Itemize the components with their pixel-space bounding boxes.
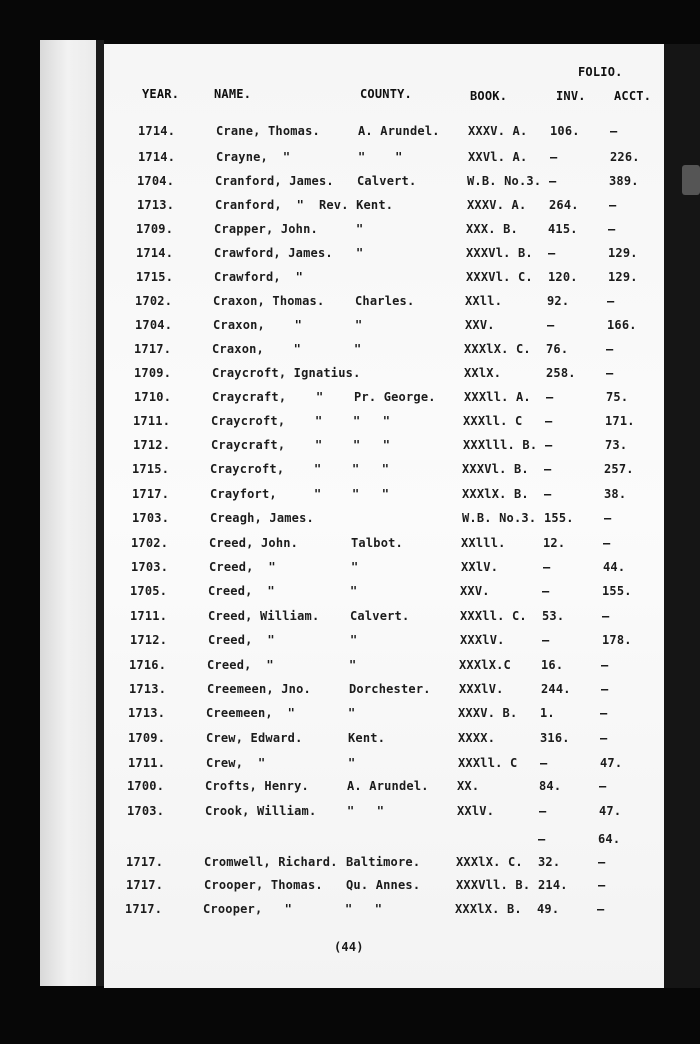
- year-cell: 1705.: [130, 584, 168, 598]
- year-cell: 1712.: [130, 633, 168, 647]
- inv-cell: —: [543, 560, 551, 574]
- year-cell: 1703.: [127, 804, 165, 818]
- inv-cell: —: [539, 804, 547, 818]
- name-cell: Crayfort, ": [210, 487, 322, 501]
- left-page-edge: [40, 40, 102, 986]
- county-cell: " ": [358, 150, 403, 164]
- name-cell: Craycroft, ": [211, 414, 323, 428]
- acct-cell: —: [601, 682, 609, 696]
- inv-cell: 49.: [537, 902, 560, 916]
- name-cell: Crooper, Thomas.: [204, 878, 323, 892]
- name-cell: Craycroft, Ignatius.: [212, 366, 361, 380]
- year-cell: 1716.: [129, 658, 167, 672]
- book-cell: XXXll. C: [458, 756, 518, 770]
- acct-cell: —: [606, 342, 614, 356]
- name-header: NAME.: [214, 87, 252, 101]
- name-cell: Crapper, John.: [214, 222, 318, 236]
- year-cell: 1713.: [129, 682, 167, 696]
- year-cell: 1714.: [138, 150, 176, 164]
- acct-cell: —: [597, 902, 605, 916]
- acct-cell: 44.: [603, 560, 626, 574]
- name-cell: Creemeen, Jno.: [207, 682, 311, 696]
- acct-cell: 64.: [598, 832, 621, 846]
- name-cell: Craxon, ": [213, 318, 303, 332]
- book-cell: XXX. B.: [466, 222, 518, 236]
- county-cell: Kent.: [348, 731, 386, 745]
- county-cell: Calvert.: [357, 174, 417, 188]
- inv-cell: 264.: [549, 198, 579, 212]
- acct-cell: 129.: [608, 270, 638, 284]
- book-cell: XXVl. A.: [468, 150, 528, 164]
- name-cell: Creed, ": [207, 658, 274, 672]
- name-cell: Craycraft, ": [211, 438, 323, 452]
- acct-cell: 38.: [604, 487, 627, 501]
- name-cell: Craxon, Thomas.: [213, 294, 325, 308]
- folio-header: FOLIO.: [578, 65, 623, 79]
- inv-cell: 53.: [542, 609, 565, 623]
- name-cell: Craxon, ": [212, 342, 302, 356]
- inv-cell: 32.: [538, 855, 561, 869]
- inv-cell: —: [540, 756, 548, 770]
- name-cell: Crew, Edward.: [206, 731, 303, 745]
- acct-cell: 47.: [600, 756, 623, 770]
- book-cell: XXlX.: [464, 366, 502, 380]
- year-cell: 1700.: [127, 779, 165, 793]
- inv-cell: —: [542, 633, 550, 647]
- county-cell: ": [356, 246, 364, 260]
- name-cell: Craycroft, ": [210, 462, 322, 476]
- county-cell: ": [348, 706, 356, 720]
- book-cell: XXXlV.: [459, 682, 504, 696]
- book-cell: XXXlll. B.: [463, 438, 538, 452]
- county-cell: Qu. Annes.: [346, 878, 421, 892]
- inv-cell: 1.: [540, 706, 555, 720]
- name-cell: Crayne, ": [216, 150, 291, 164]
- inv-cell: 76.: [546, 342, 569, 356]
- county-cell: A. Arundel.: [358, 124, 440, 138]
- year-cell: 1711.: [133, 414, 171, 428]
- book-header: BOOK.: [470, 89, 508, 103]
- book-cell: XXV.: [460, 584, 490, 598]
- book-cell: XXXlX. C.: [464, 342, 531, 356]
- name-cell: Cromwell, Richard.: [204, 855, 338, 869]
- book-cell: XXXV. A.: [468, 124, 528, 138]
- county-cell: ": [351, 560, 359, 574]
- acct-cell: —: [600, 731, 608, 745]
- book-cell: XXXV. B.: [458, 706, 518, 720]
- book-cell: XXXlX. C.: [456, 855, 523, 869]
- acct-cell: 47.: [599, 804, 622, 818]
- name-cell: Cranford, " Rev. Kent.: [215, 198, 394, 212]
- inv-cell: 16.: [541, 658, 564, 672]
- acct-cell: 129.: [608, 246, 638, 260]
- year-cell: 1715.: [132, 462, 170, 476]
- book-cell: XXll.: [465, 294, 503, 308]
- inv-cell: —: [546, 390, 554, 404]
- year-header: YEAR.: [142, 87, 180, 101]
- inv-cell: —: [548, 246, 556, 260]
- name-cell: Creemeen, ": [206, 706, 296, 720]
- year-cell: 1717.: [125, 902, 163, 916]
- name-cell: Crofts, Henry.: [205, 779, 309, 793]
- inv-header: INV.: [556, 89, 586, 103]
- binding-shadow: [96, 40, 104, 986]
- year-cell: 1710.: [134, 390, 172, 404]
- book-cell: XXV.: [465, 318, 495, 332]
- county-cell: A. Arundel.: [347, 779, 429, 793]
- inv-cell: —: [544, 487, 552, 501]
- acct-cell: 155.: [602, 584, 632, 598]
- acct-cell: —: [603, 536, 611, 550]
- book-cell: XXlll.: [461, 536, 506, 550]
- inv-cell: —: [547, 318, 555, 332]
- book-cell: XXlV.: [457, 804, 495, 818]
- county-cell: " ": [352, 462, 390, 476]
- county-cell: " ": [345, 902, 383, 916]
- binder-clip: [682, 165, 700, 195]
- year-cell: 1704.: [135, 318, 173, 332]
- acct-cell: —: [601, 658, 609, 672]
- inv-cell: —: [538, 832, 546, 846]
- year-cell: 1702.: [131, 536, 169, 550]
- inv-cell: 120.: [548, 270, 578, 284]
- inv-cell: 415.: [548, 222, 578, 236]
- acct-cell: 73.: [605, 438, 628, 452]
- inv-cell: 12.: [543, 536, 566, 550]
- acct-cell: —: [607, 294, 615, 308]
- name-cell: Creed, John.: [209, 536, 299, 550]
- name-cell: Crane, Thomas.: [216, 124, 320, 138]
- county-cell: Dorchester.: [349, 682, 431, 696]
- book-cell: W.B. No.3.: [462, 511, 537, 525]
- year-cell: 1702.: [135, 294, 173, 308]
- book-cell: XX.: [457, 779, 480, 793]
- name-cell: Cranford, James.: [215, 174, 334, 188]
- book-cell: XXXVll. B.: [456, 878, 531, 892]
- inv-cell: 92.: [547, 294, 570, 308]
- county-cell: ": [350, 584, 358, 598]
- book-cell: XXlV.: [461, 560, 499, 574]
- year-cell: 1717.: [132, 487, 170, 501]
- book-cell: XXXll. C.: [460, 609, 527, 623]
- county-cell: Baltimore.: [346, 855, 421, 869]
- book-cell: XXXlX.C: [459, 658, 511, 672]
- year-cell: 1717.: [126, 855, 164, 869]
- name-cell: Crooper, ": [203, 902, 293, 916]
- year-cell: 1717.: [134, 342, 172, 356]
- year-cell: 1715.: [136, 270, 174, 284]
- acct-cell: —: [610, 124, 618, 138]
- acct-cell: —: [604, 511, 612, 525]
- inv-cell: —: [550, 150, 558, 164]
- acct-cell: —: [606, 366, 614, 380]
- book-cell: XXXVl. C.: [466, 270, 533, 284]
- year-cell: 1709.: [134, 366, 172, 380]
- county-cell: " ": [353, 414, 391, 428]
- inv-cell: 214.: [538, 878, 568, 892]
- year-cell: 1712.: [133, 438, 171, 452]
- county-cell: " ": [352, 487, 390, 501]
- acct-header: ACCT.: [614, 89, 652, 103]
- name-cell: Creed, ": [208, 584, 275, 598]
- acct-cell: —: [599, 779, 607, 793]
- acct-cell: —: [598, 855, 606, 869]
- name-cell: Creed, William.: [208, 609, 320, 623]
- book-cell: XXXX.: [458, 731, 496, 745]
- book-cell: W.B. No.3.: [467, 174, 542, 188]
- year-cell: 1703.: [132, 511, 170, 525]
- name-cell: Crook, William.: [205, 804, 317, 818]
- year-cell: 1709.: [128, 731, 166, 745]
- county-cell: ": [350, 633, 358, 647]
- acct-cell: 171.: [605, 414, 635, 428]
- year-cell: 1709.: [136, 222, 174, 236]
- county-cell: ": [348, 756, 356, 770]
- acct-cell: 166.: [607, 318, 637, 332]
- county-header: COUNTY.: [360, 87, 412, 101]
- year-cell: 1714.: [136, 246, 174, 260]
- acct-cell: 257.: [604, 462, 634, 476]
- acct-cell: —: [600, 706, 608, 720]
- inv-cell: 106.: [550, 124, 580, 138]
- inv-cell: 316.: [540, 731, 570, 745]
- acct-cell: 226.: [610, 150, 640, 164]
- page-number: (44): [334, 940, 364, 954]
- name-cell: Creagh, James.: [210, 511, 314, 525]
- inv-cell: —: [544, 462, 552, 476]
- inv-cell: —: [542, 584, 550, 598]
- year-cell: 1703.: [131, 560, 169, 574]
- acct-cell: 178.: [602, 633, 632, 647]
- name-cell: Crawford, ": [214, 270, 304, 284]
- book-cell: XXXlX. B.: [462, 487, 529, 501]
- name-cell: Crew, ": [206, 756, 266, 770]
- county-cell: " ": [347, 804, 385, 818]
- county-cell: Talbot.: [351, 536, 403, 550]
- inv-cell: —: [549, 174, 557, 188]
- inv-cell: 84.: [539, 779, 562, 793]
- book-cell: XXXlV.: [460, 633, 505, 647]
- inv-cell: 258.: [546, 366, 576, 380]
- county-cell: Pr. George.: [354, 390, 436, 404]
- county-cell: ": [355, 318, 363, 332]
- acct-cell: —: [609, 198, 617, 212]
- acct-cell: 389.: [609, 174, 639, 188]
- county-cell: ": [356, 222, 364, 236]
- year-cell: 1713.: [137, 198, 175, 212]
- year-cell: 1713.: [128, 706, 166, 720]
- acct-cell: —: [602, 609, 610, 623]
- county-cell: " ": [353, 438, 391, 452]
- name-cell: Creed, ": [208, 633, 275, 647]
- acct-cell: 75.: [606, 390, 629, 404]
- county-cell: ": [354, 342, 362, 356]
- year-cell: 1711.: [130, 609, 168, 623]
- book-cell: XXXll. C: [463, 414, 523, 428]
- county-cell: ": [349, 658, 357, 672]
- name-cell: Craycraft, ": [212, 390, 324, 404]
- name-cell: Creed, ": [209, 560, 276, 574]
- book-cell: XXXV. A.: [467, 198, 527, 212]
- book-cell: XXXll. A.: [464, 390, 531, 404]
- acct-cell: —: [608, 222, 616, 236]
- year-cell: 1711.: [128, 756, 166, 770]
- year-cell: 1704.: [137, 174, 175, 188]
- year-cell: 1717.: [126, 878, 164, 892]
- book-cell: XXXlX. B.: [455, 902, 522, 916]
- book-cell: XXXVl. B.: [462, 462, 529, 476]
- inv-cell: —: [545, 414, 553, 428]
- book-cell: XXXVl. B.: [466, 246, 533, 260]
- name-cell: Crawford, James.: [214, 246, 333, 260]
- inv-cell: 155.: [544, 511, 574, 525]
- county-cell: Calvert.: [350, 609, 410, 623]
- county-cell: Charles.: [355, 294, 415, 308]
- year-cell: 1714.: [138, 124, 176, 138]
- acct-cell: —: [598, 878, 606, 892]
- inv-cell: 244.: [541, 682, 571, 696]
- inv-cell: —: [545, 438, 553, 452]
